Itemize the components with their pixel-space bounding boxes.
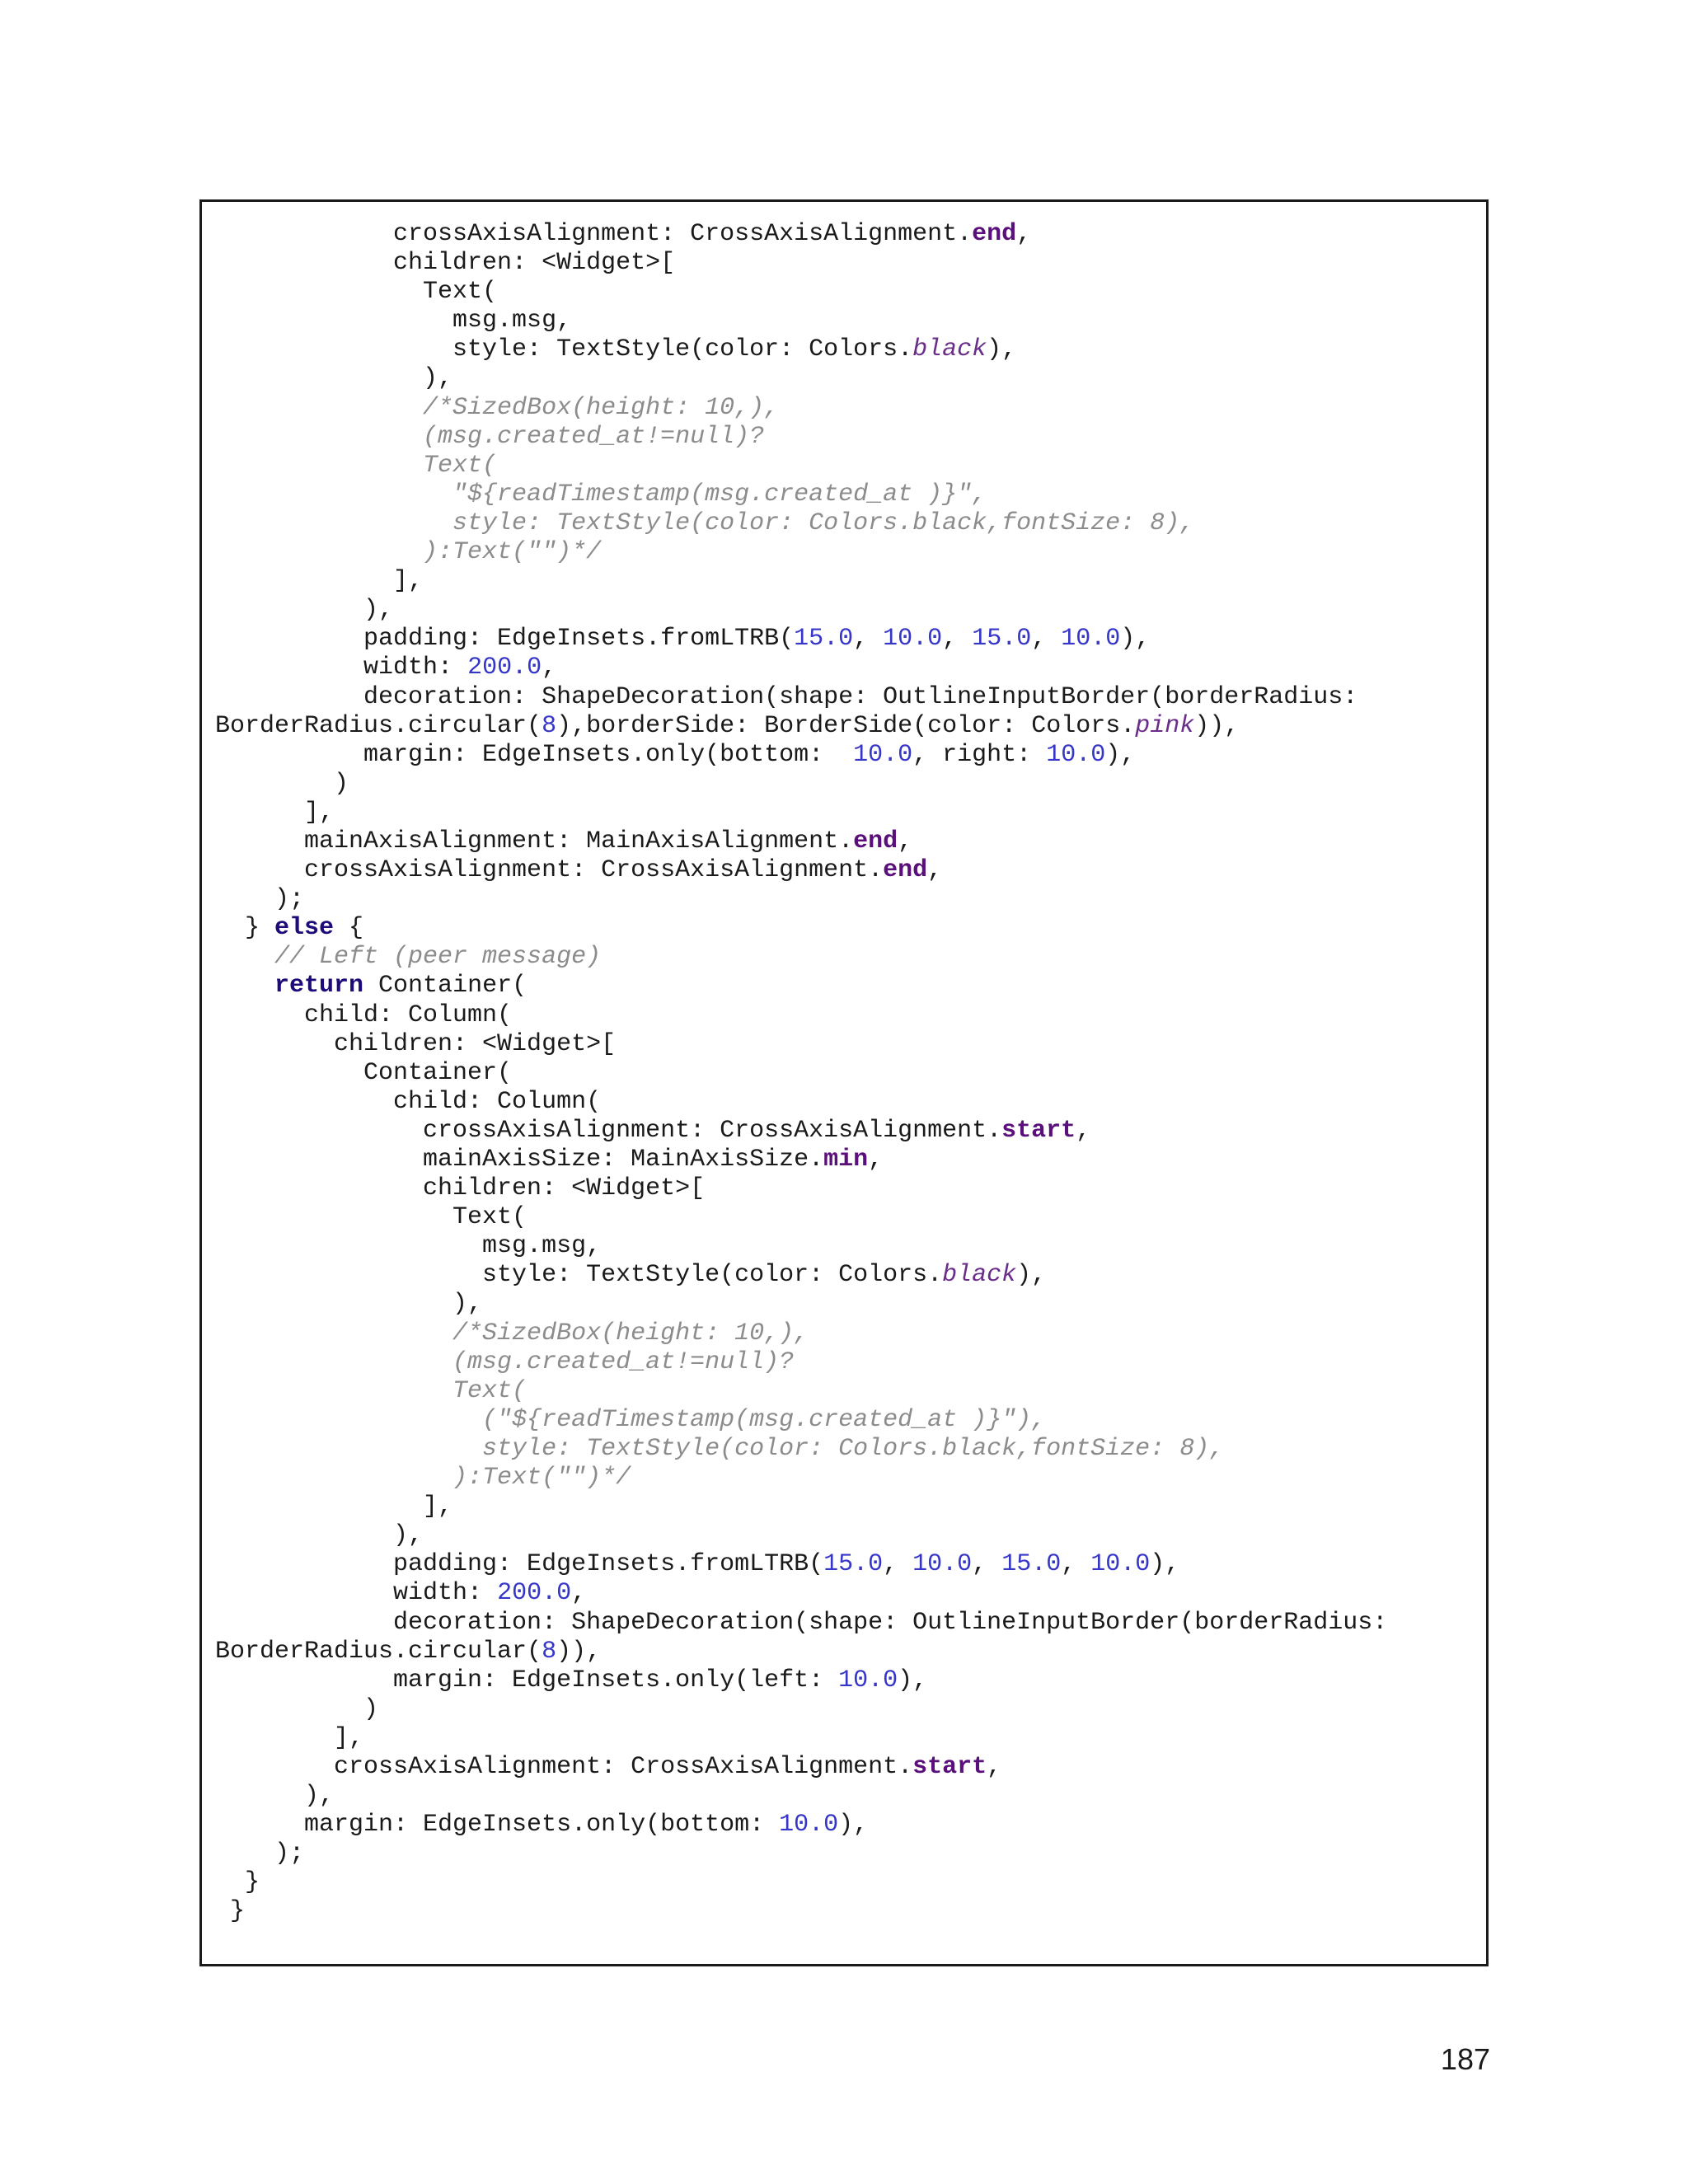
code-text: child: Column( <box>215 1087 602 1116</box>
code-line <box>215 1232 1387 1261</box>
code-text: mainAxisSize: MainAxisSize <box>215 1146 809 1174</box>
code-text: ) <box>215 769 349 798</box>
code-text: ), <box>215 596 394 625</box>
code-number: 15.0 <box>794 625 854 654</box>
code-text: Text( <box>215 1203 528 1232</box>
code-line <box>215 1493 1387 1521</box>
code-comment: /*SizedBox(height: 10,), <box>215 393 780 422</box>
code-text: children: <Widget>[ <box>215 1174 706 1203</box>
code-line <box>215 1782 1387 1811</box>
code-text: } <box>215 1868 260 1897</box>
code-enum-value: end <box>883 856 928 885</box>
code-number: 10.0 <box>912 1550 973 1579</box>
code-line <box>215 1406 1387 1435</box>
code-keyword: else <box>274 914 335 943</box>
code-text: width: <box>215 654 468 682</box>
code-text: , <box>927 856 943 885</box>
code-enum-value: start <box>912 1752 987 1781</box>
code-line <box>215 1030 1387 1059</box>
code-line <box>215 1868 1387 1897</box>
code-line <box>215 1290 1387 1319</box>
code-text: child: Column( <box>215 1001 513 1029</box>
code-text: . <box>957 220 973 248</box>
code-text: ), <box>1150 1550 1180 1579</box>
code-text: ),borderSide: BorderSide(color: Colors. <box>556 711 1136 740</box>
code-comment: style: TextStyle(color: Colors.black,fontSize: 8), <box>215 509 1195 537</box>
code-line <box>215 1724 1387 1753</box>
code-comment: (msg.created_at!=null)? <box>215 422 765 451</box>
code-listing <box>215 220 1387 1927</box>
code-text: } <box>215 1897 246 1926</box>
code-line <box>215 654 1387 682</box>
code-text: , <box>853 625 884 654</box>
code-line <box>215 1377 1387 1406</box>
code-line <box>215 1059 1387 1088</box>
code-text: , <box>987 1752 1002 1781</box>
code-text: crossAxisAlignment: CrossAxisAlignment <box>215 1116 987 1145</box>
code-number: 200.0 <box>467 654 542 682</box>
code-text: ], <box>215 1493 453 1521</box>
code-text: Container( <box>363 972 528 1001</box>
code-line <box>215 1001 1387 1030</box>
code-constant: black <box>942 1261 1017 1290</box>
code-line <box>215 249 1387 278</box>
code-number: 10.0 <box>883 625 943 654</box>
code-text: , <box>1016 220 1032 248</box>
code-text: BorderRadius.circular( <box>215 711 542 740</box>
code-text: ), <box>898 1666 928 1694</box>
code-number: 10.0 <box>838 1666 898 1694</box>
code-enum-value: end <box>972 220 1017 248</box>
code-listing-frame <box>199 199 1489 1966</box>
code-line <box>215 1897 1387 1926</box>
code-line <box>215 1638 1387 1666</box>
code-number: 8 <box>542 1637 557 1666</box>
code-line <box>215 741 1387 770</box>
code-text: { <box>334 914 364 943</box>
code-text: style: TextStyle(color: Colors. <box>215 1261 943 1290</box>
code-keyword: return <box>274 972 364 1001</box>
page-number: 187 <box>1440 2042 1490 2076</box>
code-number: 10.0 <box>1090 1550 1151 1579</box>
code-text: . <box>868 856 884 885</box>
code-text: , <box>542 654 557 682</box>
code-text: margin: EdgeInsets.only(left: <box>215 1666 839 1694</box>
code-constant: pink <box>1135 711 1195 740</box>
code-line <box>215 712 1387 741</box>
code-line <box>215 1695 1387 1724</box>
code-text: crossAxisAlignment: CrossAxisAlignment <box>215 220 958 248</box>
code-line <box>215 596 1387 625</box>
code-text: ), <box>1016 1261 1047 1290</box>
code-text: msg.msg, <box>215 1232 602 1261</box>
code-text: mainAxisAlignment: MainAxisAlignment <box>215 827 839 855</box>
code-text: width: <box>215 1579 498 1608</box>
code-comment: ):Text("")*/ <box>215 538 602 567</box>
code-text: crossAxisAlignment: CrossAxisAlignment <box>215 856 869 885</box>
code-text: margin: EdgeInsets.only(bottom: <box>215 740 854 769</box>
code-text: decoration: ShapeDecoration(shape: OutlineInputBorder(borderRadius: <box>215 682 1358 711</box>
code-line <box>215 1609 1387 1638</box>
code-number: 200.0 <box>497 1579 572 1608</box>
code-text: ), <box>838 1811 869 1840</box>
code-number: 8 <box>542 711 557 740</box>
code-text: children: <Widget>[ <box>215 1029 617 1058</box>
code-text: children: <Widget>[ <box>215 249 676 278</box>
code-comment: Text( <box>215 1376 528 1405</box>
code-number: 10.0 <box>1046 740 1106 769</box>
code-text: margin: EdgeInsets.only(bottom: <box>215 1811 780 1840</box>
code-comment: // Left (peer message) <box>215 943 602 972</box>
code-text: style: TextStyle(color: Colors. <box>215 335 913 364</box>
code-line <box>215 1550 1387 1579</box>
code-line <box>215 394 1387 423</box>
code-line <box>215 972 1387 1001</box>
code-comment: style: TextStyle(color: Colors.black,fontSize: 8), <box>215 1434 1225 1463</box>
code-line <box>215 1521 1387 1550</box>
code-line <box>215 452 1387 480</box>
code-text: padding: EdgeInsets.fromLTRB( <box>215 625 795 654</box>
code-text: . <box>898 1752 913 1781</box>
code-comment: ):Text("")*/ <box>215 1464 631 1493</box>
code-text: ), <box>1120 625 1151 654</box>
code-line <box>215 827 1387 856</box>
code-number: 15.0 <box>823 1550 884 1579</box>
code-line <box>215 856 1387 885</box>
code-text: , <box>868 1146 884 1174</box>
code-line <box>215 335 1387 364</box>
code-enum-value: start <box>1001 1116 1076 1145</box>
code-text: )), <box>556 1637 602 1666</box>
code-text: ], <box>215 1723 364 1752</box>
code-text: , <box>942 625 973 654</box>
code-text: ), <box>215 1290 483 1319</box>
code-line <box>215 1174 1387 1203</box>
code-comment: /*SizedBox(height: 10,), <box>215 1319 809 1347</box>
code-text: , <box>898 827 913 855</box>
code-text: ) <box>215 1694 379 1723</box>
code-text: ); <box>215 885 305 914</box>
code-line <box>215 1753 1387 1782</box>
code-text: )), <box>1194 711 1240 740</box>
code-text: ); <box>215 1840 305 1868</box>
code-line <box>215 1146 1387 1174</box>
code-line <box>215 423 1387 452</box>
code-text: padding: EdgeInsets.fromLTRB( <box>215 1550 824 1579</box>
code-line <box>215 770 1387 799</box>
code-text: . <box>838 827 854 855</box>
code-comment: Text( <box>215 451 498 480</box>
code-line <box>215 1117 1387 1146</box>
code-number: 15.0 <box>1001 1550 1062 1579</box>
code-line <box>215 364 1387 393</box>
code-line <box>215 625 1387 654</box>
code-line <box>215 1811 1387 1840</box>
code-line <box>215 1666 1387 1695</box>
code-line <box>215 1319 1387 1348</box>
code-text: . <box>809 1146 824 1174</box>
code-text: , <box>1076 1116 1091 1145</box>
code-comment: (msg.created_at!=null)? <box>215 1347 795 1376</box>
code-line <box>215 538 1387 567</box>
code-text: Text( <box>215 278 498 307</box>
code-line <box>215 1203 1387 1232</box>
code-text: crossAxisAlignment: CrossAxisAlignment <box>215 1752 898 1781</box>
code-line <box>215 307 1387 335</box>
code-enum-value: min <box>823 1146 869 1174</box>
code-line <box>215 1435 1387 1464</box>
code-line <box>215 885 1387 914</box>
code-line <box>215 943 1387 972</box>
code-text: ), <box>215 364 453 393</box>
code-line <box>215 1840 1387 1868</box>
code-text: ), <box>987 335 1017 364</box>
code-line <box>215 1464 1387 1493</box>
code-text: , <box>972 1550 1002 1579</box>
code-text: ], <box>215 567 424 596</box>
code-text: , <box>883 1550 913 1579</box>
code-text: } <box>215 914 275 943</box>
code-line <box>215 914 1387 943</box>
code-line <box>215 480 1387 509</box>
code-line <box>215 567 1387 596</box>
code-number: 10.0 <box>853 740 913 769</box>
code-line <box>215 220 1387 249</box>
code-text: , right: <box>912 740 1047 769</box>
code-comment: ("${readTimestamp(msg.created_at )}"), <box>215 1405 1047 1434</box>
code-text: ], <box>215 798 335 827</box>
code-text: ), <box>215 1521 424 1550</box>
code-line <box>215 1579 1387 1608</box>
code-constant: black <box>912 335 987 364</box>
code-text <box>215 972 274 1000</box>
code-text: decoration: ShapeDecoration(shape: OutlineInputBorder(borderRadius: <box>215 1608 1388 1637</box>
code-line <box>215 1088 1387 1117</box>
code-line <box>215 1348 1387 1377</box>
code-text: Container( <box>215 1058 513 1087</box>
code-comment: "${readTimestamp(msg.created_at )}", <box>215 480 987 509</box>
code-enum-value: end <box>853 827 898 855</box>
code-line <box>215 799 1387 827</box>
code-text: BorderRadius.circular( <box>215 1637 542 1666</box>
code-text: , <box>571 1579 587 1608</box>
code-text: ), <box>215 1782 335 1811</box>
code-number: 15.0 <box>972 625 1032 654</box>
code-line <box>215 1261 1387 1290</box>
code-text: . <box>987 1116 1002 1145</box>
code-number: 10.0 <box>1061 625 1121 654</box>
code-text: , <box>1061 1550 1091 1579</box>
code-text: , <box>1031 625 1062 654</box>
code-number: 10.0 <box>779 1811 839 1840</box>
code-text: ), <box>1105 740 1136 769</box>
code-line <box>215 683 1387 712</box>
code-text: msg.msg, <box>215 307 572 335</box>
code-line <box>215 278 1387 307</box>
code-line <box>215 509 1387 538</box>
